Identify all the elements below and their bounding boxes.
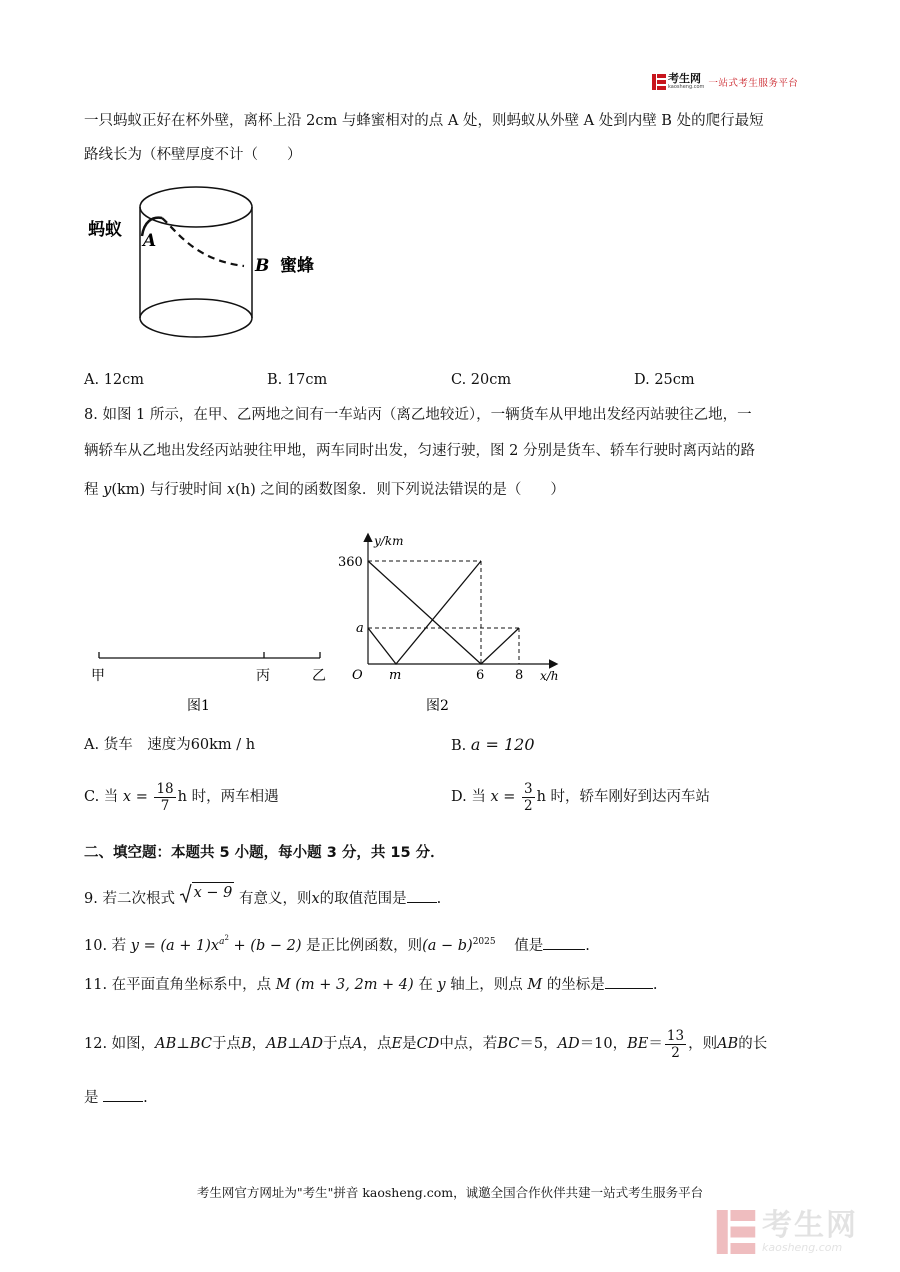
q11: 11. 在平面直角坐标系中，点 M (m + 3, 2m + 4) 在 y 轴上，则点 M 的坐标是 . [84,977,658,993]
fig1-jia: 甲 [91,668,105,684]
q9: 9. 若二次根式 x − 9 有意义，则x的取值范围是 . [84,882,441,909]
q8-line3-b: 与行驶时间 [149,482,223,498]
q8-option-c-x: x [122,789,132,805]
q8-fig1 [84,640,344,720]
fig2-y-label: y/km [374,534,404,548]
fig2-tick-6: 6 [476,668,485,683]
brand-name: 考生网 [668,72,701,85]
fig2-truck-line [368,561,519,664]
cup-bottom-ellipse [140,299,252,337]
q7-line1: 一只蚂蚁正好在杯外壁，离杯上沿 2cm 与蜂蜜相对的点 A 处，则蚂蚁从外壁 A 处到内壁 B 处的爬行最短 [84,113,764,129]
brand-logo-icon [652,74,666,90]
footer-text: 考生网官方网址为"考生"拼音 kaosheng.com，诚邀全国合作伙伴共建一站式考生服务平台 [196,1185,704,1200]
fig1-bing: 丙 [256,668,270,684]
fig2-tick-8: 8 [515,668,524,683]
point-a-label: A [143,231,157,251]
fig1-caption: 图1 [187,698,210,714]
q8-var-y: y [103,482,112,498]
q10-expr2: + (b − 2) [228,937,302,954]
q8-line3 [84,480,565,500]
watermark [716,1210,858,1254]
q7-option-d: D. 25cm [634,372,695,388]
q7-line2: 路线长为（杯壁厚度不计（ ） [84,147,302,163]
q8-option-c-suffix: h 时，两车相遇 [177,789,279,805]
q12-frac: $\frac{13}{2}$ [666,1027,685,1061]
q11-coords: (m + 3, 2m + 4) [295,977,414,993]
q11-answer-blank [605,975,653,989]
q10-exponent: a2 [219,934,229,947]
q8-var-x: x [226,482,236,498]
fig2-origin: O [352,668,363,683]
watermark-domain: kaosheng.com [762,1241,843,1254]
brand-domain: kaosheng.com [668,84,705,90]
watermark-name: 考生网 [762,1208,858,1243]
q7-option-a: A. 12cm [84,372,145,388]
header-brand [652,73,798,90]
q8-option-d-frac: $\frac{3}{2}$ [524,780,533,814]
q8-option-d-prefix: D. 当 [451,789,486,805]
q8-option-c-frac: $\frac{18}{7}$ [156,780,174,814]
q8-option-b-expr: a = 120 [470,735,535,754]
q7-option-c: C. 20cm [451,372,512,388]
q8-option-d-x: x [490,789,499,805]
watermark-logo-icon [716,1210,756,1254]
brand-slogan: 一站式考生服务平台 [708,77,799,89]
brand-text [668,73,704,90]
q9-radicand: x − 9 [192,882,235,903]
fig2-tick-m: m [389,668,402,683]
fig2-tick-a: a [356,621,364,636]
q10-answer-blank [543,936,585,950]
sqrt-icon [180,883,192,903]
q8-option-d: D. 当 x = $\frac{3}{2}$ h 时，轿车刚好到达丙车站 [451,780,711,814]
q7-option-b: B. 17cm [267,372,328,388]
q8-line3-c: 之间的函数图象．则下列说法错误的是（ ） [260,482,565,498]
q8-unit-km: (km) [111,482,146,498]
q8-option-d-suffix: h 时，轿车刚好到达丙车站 [536,789,711,805]
q8-option-c-prefix: C. 当 [84,789,119,805]
q8-option-a: A. 货车 速度为60km / h [84,737,256,753]
q8-option-b-prefix: B. [451,738,467,754]
q7-cup-figure [84,180,344,350]
q8-line2: 辆轿车从乙地出发经丙站驶往甲地，两车同时出发，匀速行驶，图 2 分别是货车、轿车行驶时离丙站的路 [84,443,755,459]
cup-top-ellipse [140,187,252,227]
q9-answer-blank [407,889,437,903]
fig2-tick-360: 360 [338,555,363,570]
q8-unit-h: (h) [235,482,256,498]
q12-line2: 是 . [84,1090,148,1106]
fig2-caption: 图2 [426,698,449,714]
q8-line1: 8. 如图 1 所示，在甲、乙两地之间有一车站丙（离乙地较近），一辆货车从甲地出发经丙站驶往乙地，一 [84,407,752,423]
section-2-title: 二、填空题：本题共 5 小题，每小题 3 分，共 15 分． [84,845,445,861]
fig2-x-label: x/h [540,669,559,683]
q8-fig2-chart [330,528,600,720]
ant-label: 蚂蚁 [88,220,122,240]
q10: 10. 若 $y = (a + 1)x^{a^2} + (b - 2)$ 是正比例函数，则$(a - b)^{2025}$ 值是 . [84,934,590,954]
bee-label: 蜜蜂 [280,256,314,276]
fig1-yi: 乙 [312,668,326,684]
q10-expr1: y = (a + 1)x [130,937,220,954]
q8-option-b [451,735,535,756]
q9-sqrt [180,882,235,903]
q12-answer-blank [103,1088,143,1102]
q8-line3-a: 程 [84,482,99,498]
q8-option-c: C. 当 x = $\frac{18}{7}$ h 时，两车相遇 [84,780,279,814]
q12-line1: 12. 如图，AB⊥BC于点B，AB⊥AD于点A，点E是CD中点，若BC＝5，AD＝10，BE＝ $\frac{13}{2}$ ，则AB的长 [84,1027,768,1061]
point-b-label: B [255,256,270,276]
q10-expr3: (a − b) [422,937,473,954]
